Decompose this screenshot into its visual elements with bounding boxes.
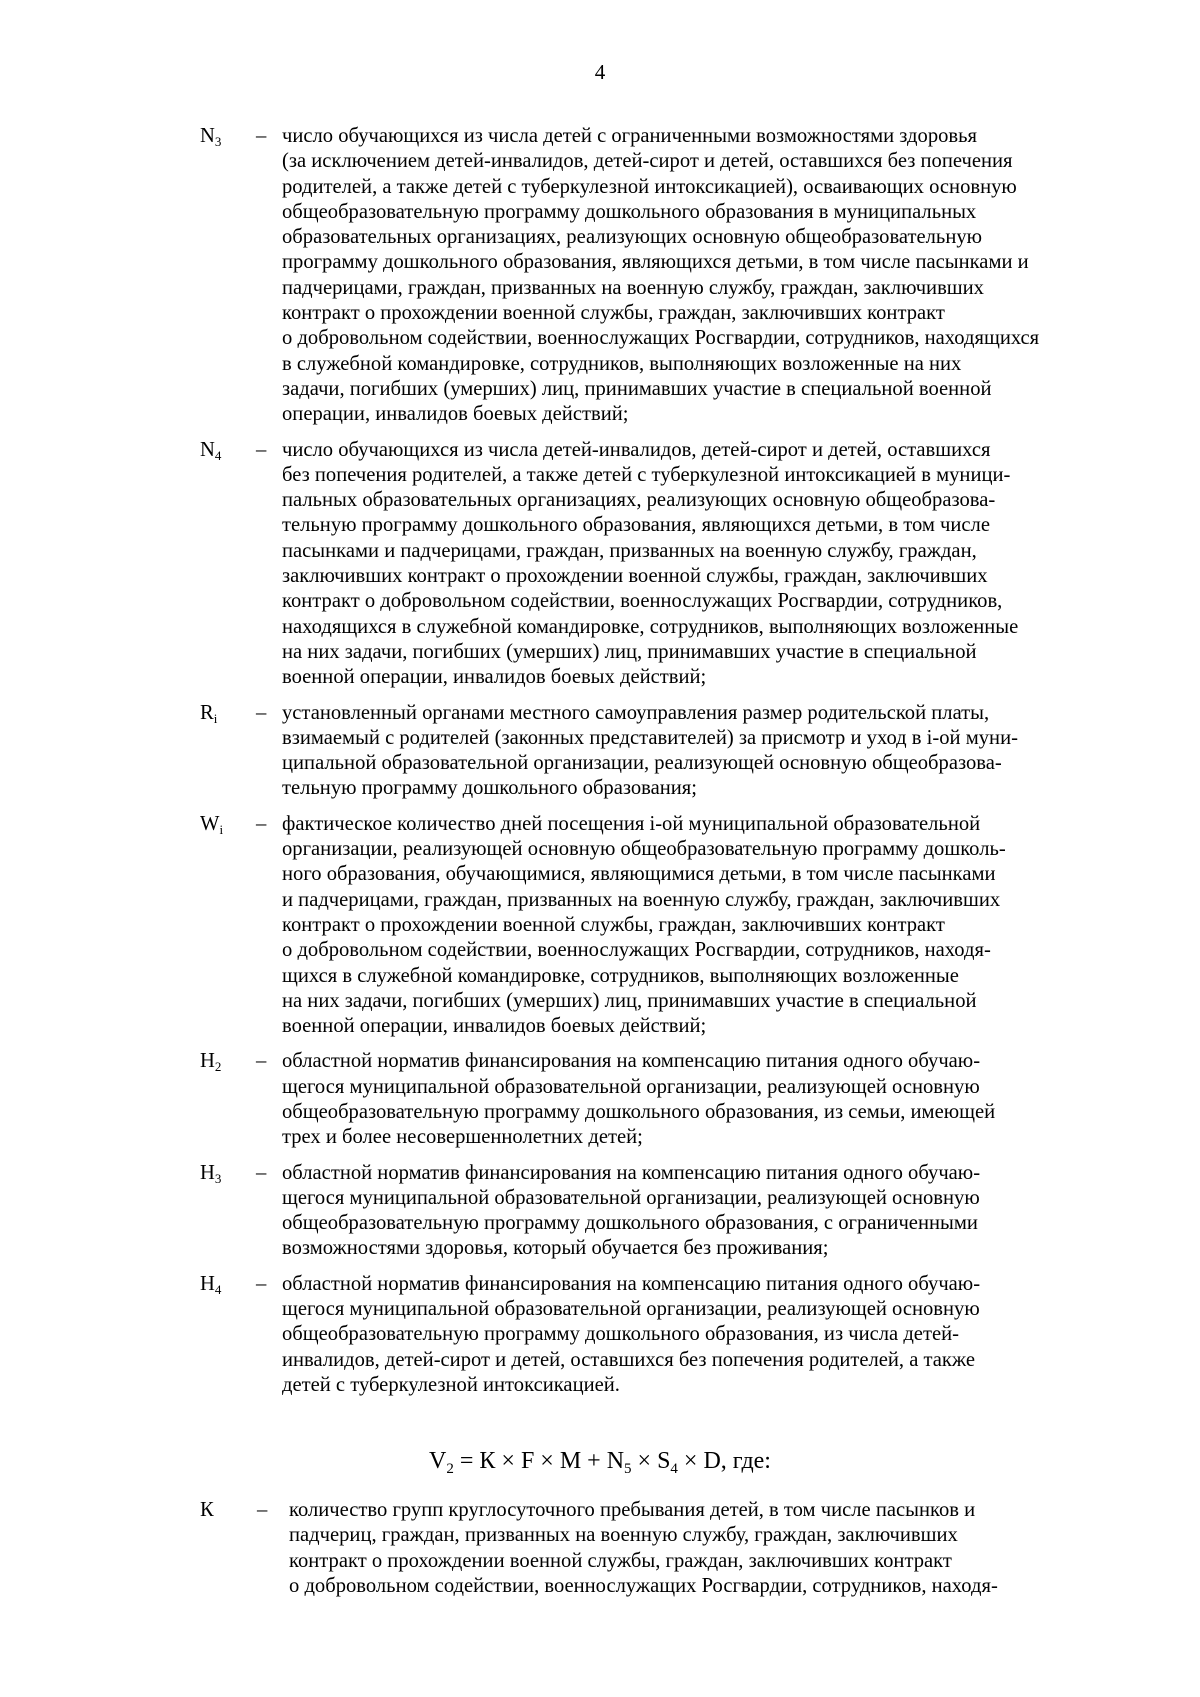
text-line: ципальной образовательной организации, реализующей основную общеобразова- <box>282 752 1002 775</box>
definition-dash: – <box>256 1050 267 1073</box>
text-line: падчериц, граждан, призванных на военную службу, граждан, заключивших <box>289 1524 958 1547</box>
text-line: находящихся в служебной командировке, сотрудников, выполняющих возложенные <box>282 615 1019 638</box>
text-line: взимаемый с родителей (законных представителей) за присмотр и уход в i-ой муни- <box>282 726 1018 749</box>
text-line: контракт о прохождении военной службы, граждан, заключивших контракт <box>289 1549 952 1572</box>
text-line: щегося муниципальной образовательной организации, реализующей основную <box>282 1186 980 1209</box>
text-line: областной норматив финансирования на компенсацию питания одного обучаю- <box>282 1272 981 1295</box>
text-line: о добровольном содействии, военнослужащих Росгвардии, сотрудников, находящихся <box>282 327 1040 350</box>
definition-dash: – <box>256 125 267 147</box>
symbol-subscript: 4 <box>214 447 222 463</box>
page-number: 4 <box>594 60 606 84</box>
formula-part-3: × D, где: <box>677 1448 771 1474</box>
symbol-base: N <box>200 438 215 461</box>
definition-list <box>200 124 1145 1408</box>
symbol-subscript: 3 <box>214 1170 222 1186</box>
text-line: общеобразовательную программу дошкольного образования, из семьи, имеющей <box>282 1100 996 1123</box>
symbol-base: N <box>200 125 215 147</box>
definition-symbol <box>200 701 217 726</box>
text-line: общеобразовательную программу дошкольного образования, из числа детей- <box>282 1323 959 1346</box>
text-line: на них задачи, погибших (умерших) лиц, принимавших участие в специальной <box>282 989 977 1012</box>
text-line: родителей, а также детей с туберкулезной интоксикацией), осваивающих основную <box>282 175 1017 198</box>
text-line: контракт о добровольном содействии, военнослужащих Росгвардии, сотрудников, <box>282 590 1003 613</box>
text-line: падчерицами, граждан, призванных на военную службу, граждан, заключивших <box>282 276 984 299</box>
definition-text <box>282 1049 1145 1150</box>
definition-dash: – <box>256 812 267 835</box>
definition-symbol <box>200 1161 221 1186</box>
text-line: общеобразовательную программу дошкольного образования, с ограниченными <box>282 1212 978 1235</box>
symbol-subscript: 3 <box>214 134 222 149</box>
text-line: областной норматив финансирования на компенсацию питания одного обучаю- <box>282 1161 981 1184</box>
text-line: на них задачи, погибших (умерших) лиц, принимавших участие в специальной <box>282 640 977 663</box>
definition-text <box>289 1498 1145 1599</box>
definition-text <box>282 1272 1145 1398</box>
definition-symbol <box>200 1272 221 1297</box>
text-line: пальных образовательных организациях, реализующих основную общеобразова- <box>282 489 996 512</box>
definition-row <box>200 1161 1145 1262</box>
definition-dash: – <box>257 1499 268 1521</box>
definition-dash: – <box>256 1161 267 1184</box>
definition-text <box>282 701 1145 802</box>
formula-part-1: = К × F × M + N <box>453 1448 625 1474</box>
text-line: контракт о прохождении военной службы, граждан, заключивших контракт <box>282 913 945 936</box>
text-line: контракт о прохождении военной службы, граждан, заключивших контракт <box>282 302 945 325</box>
text-line: о добровольном содействии, военнослужащих Росгвардии, сотрудников, находя- <box>282 939 991 962</box>
symbol-base: К <box>200 1499 214 1521</box>
text-line: в служебной командировке, сотрудников, выполняющих возложенные на них <box>282 352 962 375</box>
text-line: ного образования, обучающимися, являющимися детьми, в том числе пасынками <box>282 863 996 886</box>
definition-symbol <box>200 438 221 463</box>
definition-symbol <box>200 812 223 837</box>
text-line: военной операции, инвалидов боевых действий; <box>282 1015 707 1038</box>
text-line: количество групп круглосуточного пребывания детей, в том числе пасынков и <box>289 1499 976 1521</box>
formula-v-subscript: 2 <box>446 1461 454 1477</box>
definition-row <box>200 1498 1145 1599</box>
definition-text <box>282 438 1145 691</box>
definition-text <box>282 812 1145 1040</box>
symbol-base: R <box>200 701 214 724</box>
definition-row <box>200 438 1145 691</box>
formula-n-subscript: 5 <box>624 1461 632 1477</box>
symbol-base: W <box>200 812 220 835</box>
definition-text <box>282 124 1145 428</box>
text-line: пасынками и падчерицами, граждан, призванных на военную службу, граждан, <box>282 539 977 562</box>
text-line: возможностями здоровья, который обучается без проживания; <box>282 1237 829 1260</box>
definition-dash: – <box>256 701 267 724</box>
text-line: щегося муниципальной образовательной организации, реализующей основную <box>282 1075 980 1098</box>
definition-list-2 <box>200 1498 1145 1609</box>
text-line: организации, реализующей основную общеобразовательную программу дошколь- <box>282 838 1006 861</box>
text-line: без попечения родителей, а также детей с туберкулезной интоксикацией в муници- <box>282 463 1011 486</box>
text-line: общеобразовательную программу дошкольного образования в муниципальных <box>282 200 977 223</box>
symbol-base: Н <box>200 1272 215 1295</box>
definition-row <box>200 124 1145 428</box>
text-line: (за исключением детей-инвалидов, детей-сирот и детей, оставшихся без попечения <box>282 150 1013 173</box>
text-line: число обучающихся из числа детей с ограниченными возможностями здоровья <box>282 125 978 147</box>
text-line: щихся в служебной командировке, сотрудников, выполняющих возложенные <box>282 964 959 987</box>
symbol-subscript: i <box>219 821 224 837</box>
definition-row <box>200 812 1145 1040</box>
text-line: детей с туберкулезной интоксикацией. <box>282 1373 620 1396</box>
formula-s-subscript: 4 <box>670 1461 678 1477</box>
formula <box>0 1446 1200 1476</box>
text-line: образовательных организациях, реализующих основную общеобразовательную <box>282 226 983 249</box>
symbol-subscript: 2 <box>214 1059 222 1075</box>
formula-v: V <box>429 1448 447 1474</box>
text-line: военной операции, инвалидов боевых действий; <box>282 666 707 689</box>
definition-row <box>200 1272 1145 1398</box>
symbol-subscript: i <box>213 710 218 726</box>
text-line: операции, инвалидов боевых действий; <box>282 403 629 426</box>
text-line: областной норматив финансирования на компенсацию питания одного обучаю- <box>282 1050 981 1073</box>
definition-text <box>282 1161 1145 1262</box>
text-line: программу дошкольного образования, являющихся детьми, в том числе пасынками и <box>282 251 1029 274</box>
text-line: тельную программу дошкольного образования; <box>282 777 698 800</box>
text-line: инвалидов, детей-сирот и детей, оставшихся без попечения родителей, а также <box>282 1348 975 1371</box>
symbol-base: Н <box>200 1050 215 1073</box>
definition-symbol <box>200 1498 214 1523</box>
text-line: фактическое количество дней посещения i-ой муниципальной образовательной <box>282 812 981 835</box>
definition-row <box>200 1049 1145 1150</box>
text-line: и падчерицами, граждан, призванных на военную службу, граждан, заключивших <box>282 888 1001 911</box>
definition-symbol <box>200 1049 221 1074</box>
definition-dash: – <box>256 438 267 461</box>
text-line: трех и более несовершеннолетних детей; <box>282 1126 643 1149</box>
definition-row <box>200 701 1145 802</box>
definition-symbol <box>200 124 221 149</box>
text-line: заключивших контракт о прохождении военной службы, граждан, заключивших <box>282 565 988 588</box>
formula-part-2: × S <box>631 1448 671 1474</box>
text-line: установленный органами местного самоуправления размер родительской платы, <box>282 701 990 724</box>
text-line: о добровольном содействии, военнослужащих Росгвардии, сотрудников, находя- <box>289 1574 998 1597</box>
symbol-subscript: 4 <box>214 1281 222 1297</box>
text-line: тельную программу дошкольного образования, являющихся детьми, в том числе <box>282 514 990 537</box>
definition-dash: – <box>256 1272 267 1295</box>
text-line: задачи, погибших (умерших) лиц, принимавших участие в специальной военной <box>282 377 992 400</box>
text-line: число обучающихся из числа детей-инвалидов, детей-сирот и детей, оставшихся <box>282 438 991 461</box>
text-line: щегося муниципальной образовательной организации, реализующей основную <box>282 1298 980 1321</box>
symbol-base: Н <box>200 1161 215 1184</box>
